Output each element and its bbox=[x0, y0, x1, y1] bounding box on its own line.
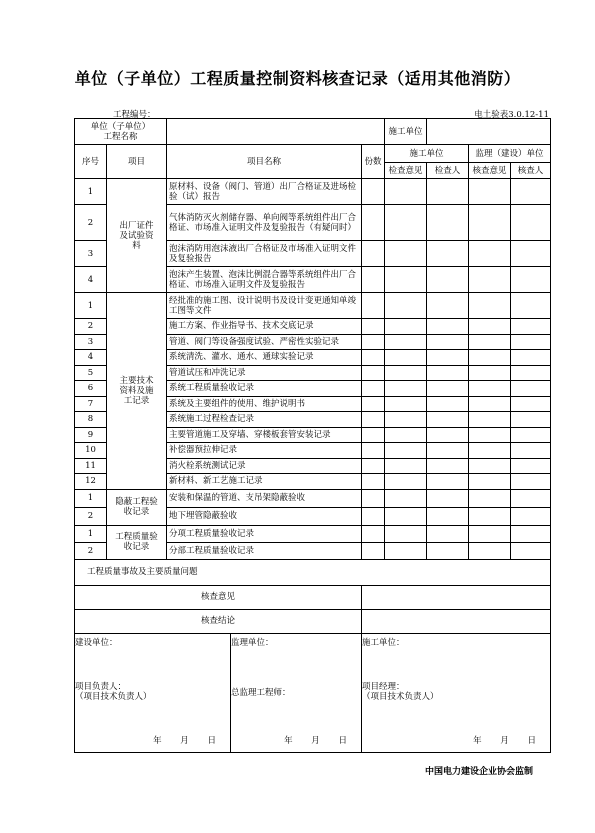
group-label bbox=[107, 525, 167, 559]
cell[interactable] bbox=[385, 205, 427, 241]
cell[interactable] bbox=[385, 507, 427, 525]
row-no: 9 bbox=[75, 427, 107, 443]
row-name: 系统工程质量验收记录 bbox=[167, 381, 362, 397]
cell[interactable] bbox=[511, 474, 551, 490]
cell[interactable] bbox=[427, 489, 469, 507]
inspection-table bbox=[74, 118, 551, 753]
cell[interactable] bbox=[385, 396, 427, 412]
cell[interactable] bbox=[469, 396, 511, 412]
cell[interactable] bbox=[511, 542, 551, 559]
cell[interactable] bbox=[427, 319, 469, 335]
cell[interactable] bbox=[511, 427, 551, 443]
cell[interactable] bbox=[385, 293, 427, 319]
name-header: 项目名称 bbox=[167, 145, 362, 179]
row-no: 8 bbox=[75, 412, 107, 428]
cell[interactable] bbox=[385, 365, 427, 381]
cell[interactable] bbox=[427, 443, 469, 459]
row-name: 补偿器预拉伸记录 bbox=[167, 443, 362, 459]
supervision-group-header: 监理（建设）单位 bbox=[469, 145, 551, 163]
group-4-text: 工程质量验收记录 bbox=[115, 532, 158, 552]
item-header: 项目 bbox=[107, 145, 167, 179]
row-name: 消火栓系统测试记录 bbox=[167, 458, 362, 474]
cell[interactable] bbox=[511, 241, 551, 267]
copies-cell[interactable] bbox=[362, 412, 385, 428]
row-name: 分项工程质量验收记录 bbox=[167, 525, 362, 542]
row-no: 3 bbox=[75, 241, 107, 267]
row-no: 1 bbox=[75, 489, 107, 507]
cell[interactable] bbox=[427, 293, 469, 319]
row-no: 6 bbox=[75, 381, 107, 397]
check-opinion-text: 核查意见 bbox=[201, 592, 236, 602]
page-title: 单位（子单位）工程质量控制资料核查记录（适用其他消防） bbox=[74, 69, 521, 88]
copies-cell[interactable] bbox=[362, 334, 385, 350]
supervision-unit-label: 监理单位： bbox=[231, 637, 274, 648]
form-number: 电土验表3.0.12-11 bbox=[474, 110, 549, 120]
cell[interactable] bbox=[511, 293, 551, 319]
row-name: 主要管道施工及穿墙、穿楼板套管安装记录 bbox=[167, 427, 362, 443]
copies-cell[interactable] bbox=[362, 474, 385, 490]
signature-construction bbox=[362, 633, 551, 752]
copies-cell[interactable] bbox=[362, 489, 385, 507]
cell[interactable] bbox=[385, 179, 427, 205]
cell[interactable] bbox=[385, 412, 427, 428]
group-3-text: 隐蔽工程验收记录 bbox=[115, 497, 158, 517]
row-no: 2 bbox=[75, 542, 107, 559]
cell[interactable] bbox=[427, 267, 469, 293]
cell[interactable] bbox=[427, 381, 469, 397]
owner-date: 年 月 日 bbox=[153, 735, 224, 746]
cell[interactable] bbox=[511, 525, 551, 542]
row-name: 管道、阀门等设备强度试验、严密性实验记录 bbox=[167, 334, 362, 350]
owner-person-label: 项目负责人： （项目技术负责人） bbox=[75, 681, 152, 702]
supervision-date: 年 月 日 bbox=[284, 735, 356, 746]
copies-cell[interactable] bbox=[362, 205, 385, 241]
cell[interactable] bbox=[427, 507, 469, 525]
cell[interactable] bbox=[385, 489, 427, 507]
cell[interactable] bbox=[511, 443, 551, 459]
cell[interactable] bbox=[427, 542, 469, 559]
row-no: 2 bbox=[75, 205, 107, 241]
construction-unit-sign-label: 施工单位： bbox=[362, 637, 405, 648]
cell[interactable] bbox=[385, 381, 427, 397]
check-opinion-label bbox=[75, 585, 362, 609]
row-no: 1 bbox=[75, 179, 107, 205]
copies-cell[interactable] bbox=[362, 525, 385, 542]
copies-cell[interactable] bbox=[362, 179, 385, 205]
cell[interactable] bbox=[511, 507, 551, 525]
check-conclusion-label bbox=[75, 609, 362, 633]
row-no: 4 bbox=[75, 350, 107, 366]
cell[interactable] bbox=[427, 350, 469, 366]
copies-cell[interactable] bbox=[362, 427, 385, 443]
cell[interactable] bbox=[427, 427, 469, 443]
row-name: 安装和保温的管道、支吊架隐蔽验收 bbox=[167, 489, 362, 507]
copies-cell[interactable] bbox=[362, 542, 385, 559]
cell[interactable] bbox=[511, 334, 551, 350]
cell[interactable] bbox=[469, 179, 511, 205]
copies-cell[interactable] bbox=[362, 443, 385, 459]
signature-owner bbox=[75, 633, 362, 752]
copies-cell[interactable] bbox=[362, 267, 385, 293]
row-no: 1 bbox=[75, 293, 107, 319]
table-row bbox=[75, 293, 551, 319]
cell[interactable] bbox=[385, 474, 427, 490]
cell[interactable] bbox=[469, 381, 511, 397]
unit-name-label: 单位（子单位） 工程名称 bbox=[75, 119, 167, 145]
cell[interactable] bbox=[385, 319, 427, 335]
cell[interactable] bbox=[469, 542, 511, 559]
cell[interactable] bbox=[469, 427, 511, 443]
group-2-text: 主要技术资料及施工记录 bbox=[119, 375, 154, 406]
row-name: 泡沫产生装置、泡沫比例混合器等系统组件出厂合格证、市场准入证明文件及复验报告 bbox=[167, 267, 362, 293]
cell[interactable] bbox=[385, 443, 427, 459]
cell[interactable] bbox=[511, 396, 551, 412]
row-name: 经批准的施工图、设计说明书及设计变更通知单竣工图等文件 bbox=[167, 293, 362, 319]
cell[interactable] bbox=[385, 350, 427, 366]
check-conclusion-field[interactable] bbox=[362, 609, 551, 633]
row-name: 系统清洗、灌水、通水、通球实验记录 bbox=[167, 350, 362, 366]
construction-date: 年 月 日 bbox=[473, 735, 545, 746]
copies-cell[interactable] bbox=[362, 293, 385, 319]
check-opinion-header: 检查意见 bbox=[385, 163, 427, 179]
table-row bbox=[75, 179, 551, 205]
row-no: 5 bbox=[75, 365, 107, 381]
quality-accident-label: 工程质量事故及主要质量问题 bbox=[75, 559, 551, 585]
copies-cell[interactable] bbox=[362, 458, 385, 474]
row-name: 管道试压和冲洗记录 bbox=[167, 365, 362, 381]
copies-cell[interactable] bbox=[362, 319, 385, 335]
owner-unit-label: 建设单位： bbox=[75, 637, 118, 648]
row-name: 泡沫消防用泡沫液出厂合格证及市场准入证明文件及复验报告 bbox=[167, 241, 362, 267]
cell[interactable] bbox=[427, 365, 469, 381]
row-name: 新材料、新工艺施工记录 bbox=[167, 474, 362, 490]
cell[interactable] bbox=[469, 365, 511, 381]
cell[interactable] bbox=[427, 458, 469, 474]
cell[interactable] bbox=[427, 396, 469, 412]
cell[interactable] bbox=[469, 489, 511, 507]
copies-cell[interactable] bbox=[362, 507, 385, 525]
cell[interactable] bbox=[469, 205, 511, 241]
copies-cell[interactable] bbox=[362, 350, 385, 366]
cell[interactable] bbox=[511, 412, 551, 428]
cell[interactable] bbox=[469, 319, 511, 335]
cell[interactable] bbox=[469, 458, 511, 474]
cell[interactable] bbox=[385, 458, 427, 474]
group-label bbox=[107, 293, 167, 490]
cell[interactable] bbox=[511, 489, 551, 507]
copies-header: 份数 bbox=[362, 145, 385, 179]
project-no-label: 工程编号： bbox=[113, 110, 156, 120]
row-name: 系统施工过程检查记录 bbox=[167, 412, 362, 428]
table-row bbox=[75, 525, 551, 542]
check-opinion-field[interactable] bbox=[362, 585, 551, 609]
cell[interactable] bbox=[469, 350, 511, 366]
cell[interactable] bbox=[469, 525, 511, 542]
cell[interactable] bbox=[469, 443, 511, 459]
row-name: 分部工程质量验收记录 bbox=[167, 542, 362, 559]
cell[interactable] bbox=[511, 267, 551, 293]
verifier-header: 核查人 bbox=[511, 163, 551, 179]
row-no: 10 bbox=[75, 443, 107, 459]
group-1-text: 出厂证件及试验资料 bbox=[119, 220, 154, 251]
construction-unit-field[interactable] bbox=[427, 119, 551, 145]
row-no: 3 bbox=[75, 334, 107, 350]
cell[interactable] bbox=[469, 474, 511, 490]
seq-header: 序号 bbox=[75, 145, 107, 179]
row-no: 11 bbox=[75, 458, 107, 474]
cell[interactable] bbox=[511, 319, 551, 335]
cell[interactable] bbox=[427, 179, 469, 205]
row-name: 地下埋管隐蔽验收 bbox=[167, 507, 362, 525]
construction-unit-label: 施工单位 bbox=[385, 119, 427, 145]
row-no: 1 bbox=[75, 525, 107, 542]
cell[interactable] bbox=[469, 241, 511, 267]
cell[interactable] bbox=[385, 241, 427, 267]
row-no: 4 bbox=[75, 267, 107, 293]
row-name: 原材料、设备（阀门、管道）出厂合格证及进场检验（试）报告 bbox=[167, 179, 362, 205]
cell[interactable] bbox=[511, 205, 551, 241]
cell[interactable] bbox=[511, 381, 551, 397]
cell[interactable] bbox=[469, 293, 511, 319]
row-name: 施工方案、作业指导书、技术交底记录 bbox=[167, 319, 362, 335]
unit-name-field[interactable] bbox=[167, 119, 385, 145]
verify-opinion-header: 核查意见 bbox=[469, 163, 511, 179]
row-name: 气体消防灭火剂储存器、单向阀等系统组件出厂合格证、市场准入证明文件及复验报告（有疑问时） bbox=[167, 205, 362, 241]
cell[interactable] bbox=[511, 350, 551, 366]
cell[interactable] bbox=[427, 241, 469, 267]
cell[interactable] bbox=[385, 525, 427, 542]
row-no: 7 bbox=[75, 396, 107, 412]
cell[interactable] bbox=[385, 267, 427, 293]
construction-person-label: 项目经理： （项目技术负责人） bbox=[362, 681, 439, 702]
row-name: 系统及主要组件的使用、维护说明书 bbox=[167, 396, 362, 412]
row-no: 2 bbox=[75, 319, 107, 335]
cell[interactable] bbox=[511, 458, 551, 474]
group-label bbox=[107, 179, 167, 293]
group-label bbox=[107, 489, 167, 525]
cell[interactable] bbox=[427, 525, 469, 542]
cell[interactable] bbox=[469, 267, 511, 293]
footer-note: 中国电力建设企业协会监制 bbox=[424, 767, 533, 777]
check-conclusion-text: 核查结论 bbox=[201, 616, 236, 626]
copies-cell[interactable] bbox=[362, 396, 385, 412]
construction-group-header: 施工单位 bbox=[385, 145, 469, 163]
cell[interactable] bbox=[385, 542, 427, 559]
table-row bbox=[75, 489, 551, 507]
cell[interactable] bbox=[427, 412, 469, 428]
copies-cell[interactable] bbox=[362, 381, 385, 397]
cell[interactable] bbox=[469, 507, 511, 525]
cell[interactable] bbox=[469, 334, 511, 350]
row-no: 2 bbox=[75, 507, 107, 525]
copies-cell[interactable] bbox=[362, 365, 385, 381]
copies-cell[interactable] bbox=[362, 241, 385, 267]
row-no: 12 bbox=[75, 474, 107, 490]
cell[interactable] bbox=[511, 365, 551, 381]
cell[interactable] bbox=[427, 334, 469, 350]
cell[interactable] bbox=[511, 179, 551, 205]
cell[interactable] bbox=[427, 205, 469, 241]
cell[interactable] bbox=[469, 412, 511, 428]
supervision-person-label: 总监理工程师： bbox=[231, 687, 291, 698]
cell[interactable] bbox=[385, 427, 427, 443]
checker-header: 检查人 bbox=[427, 163, 469, 179]
cell[interactable] bbox=[427, 474, 469, 490]
cell[interactable] bbox=[385, 334, 427, 350]
